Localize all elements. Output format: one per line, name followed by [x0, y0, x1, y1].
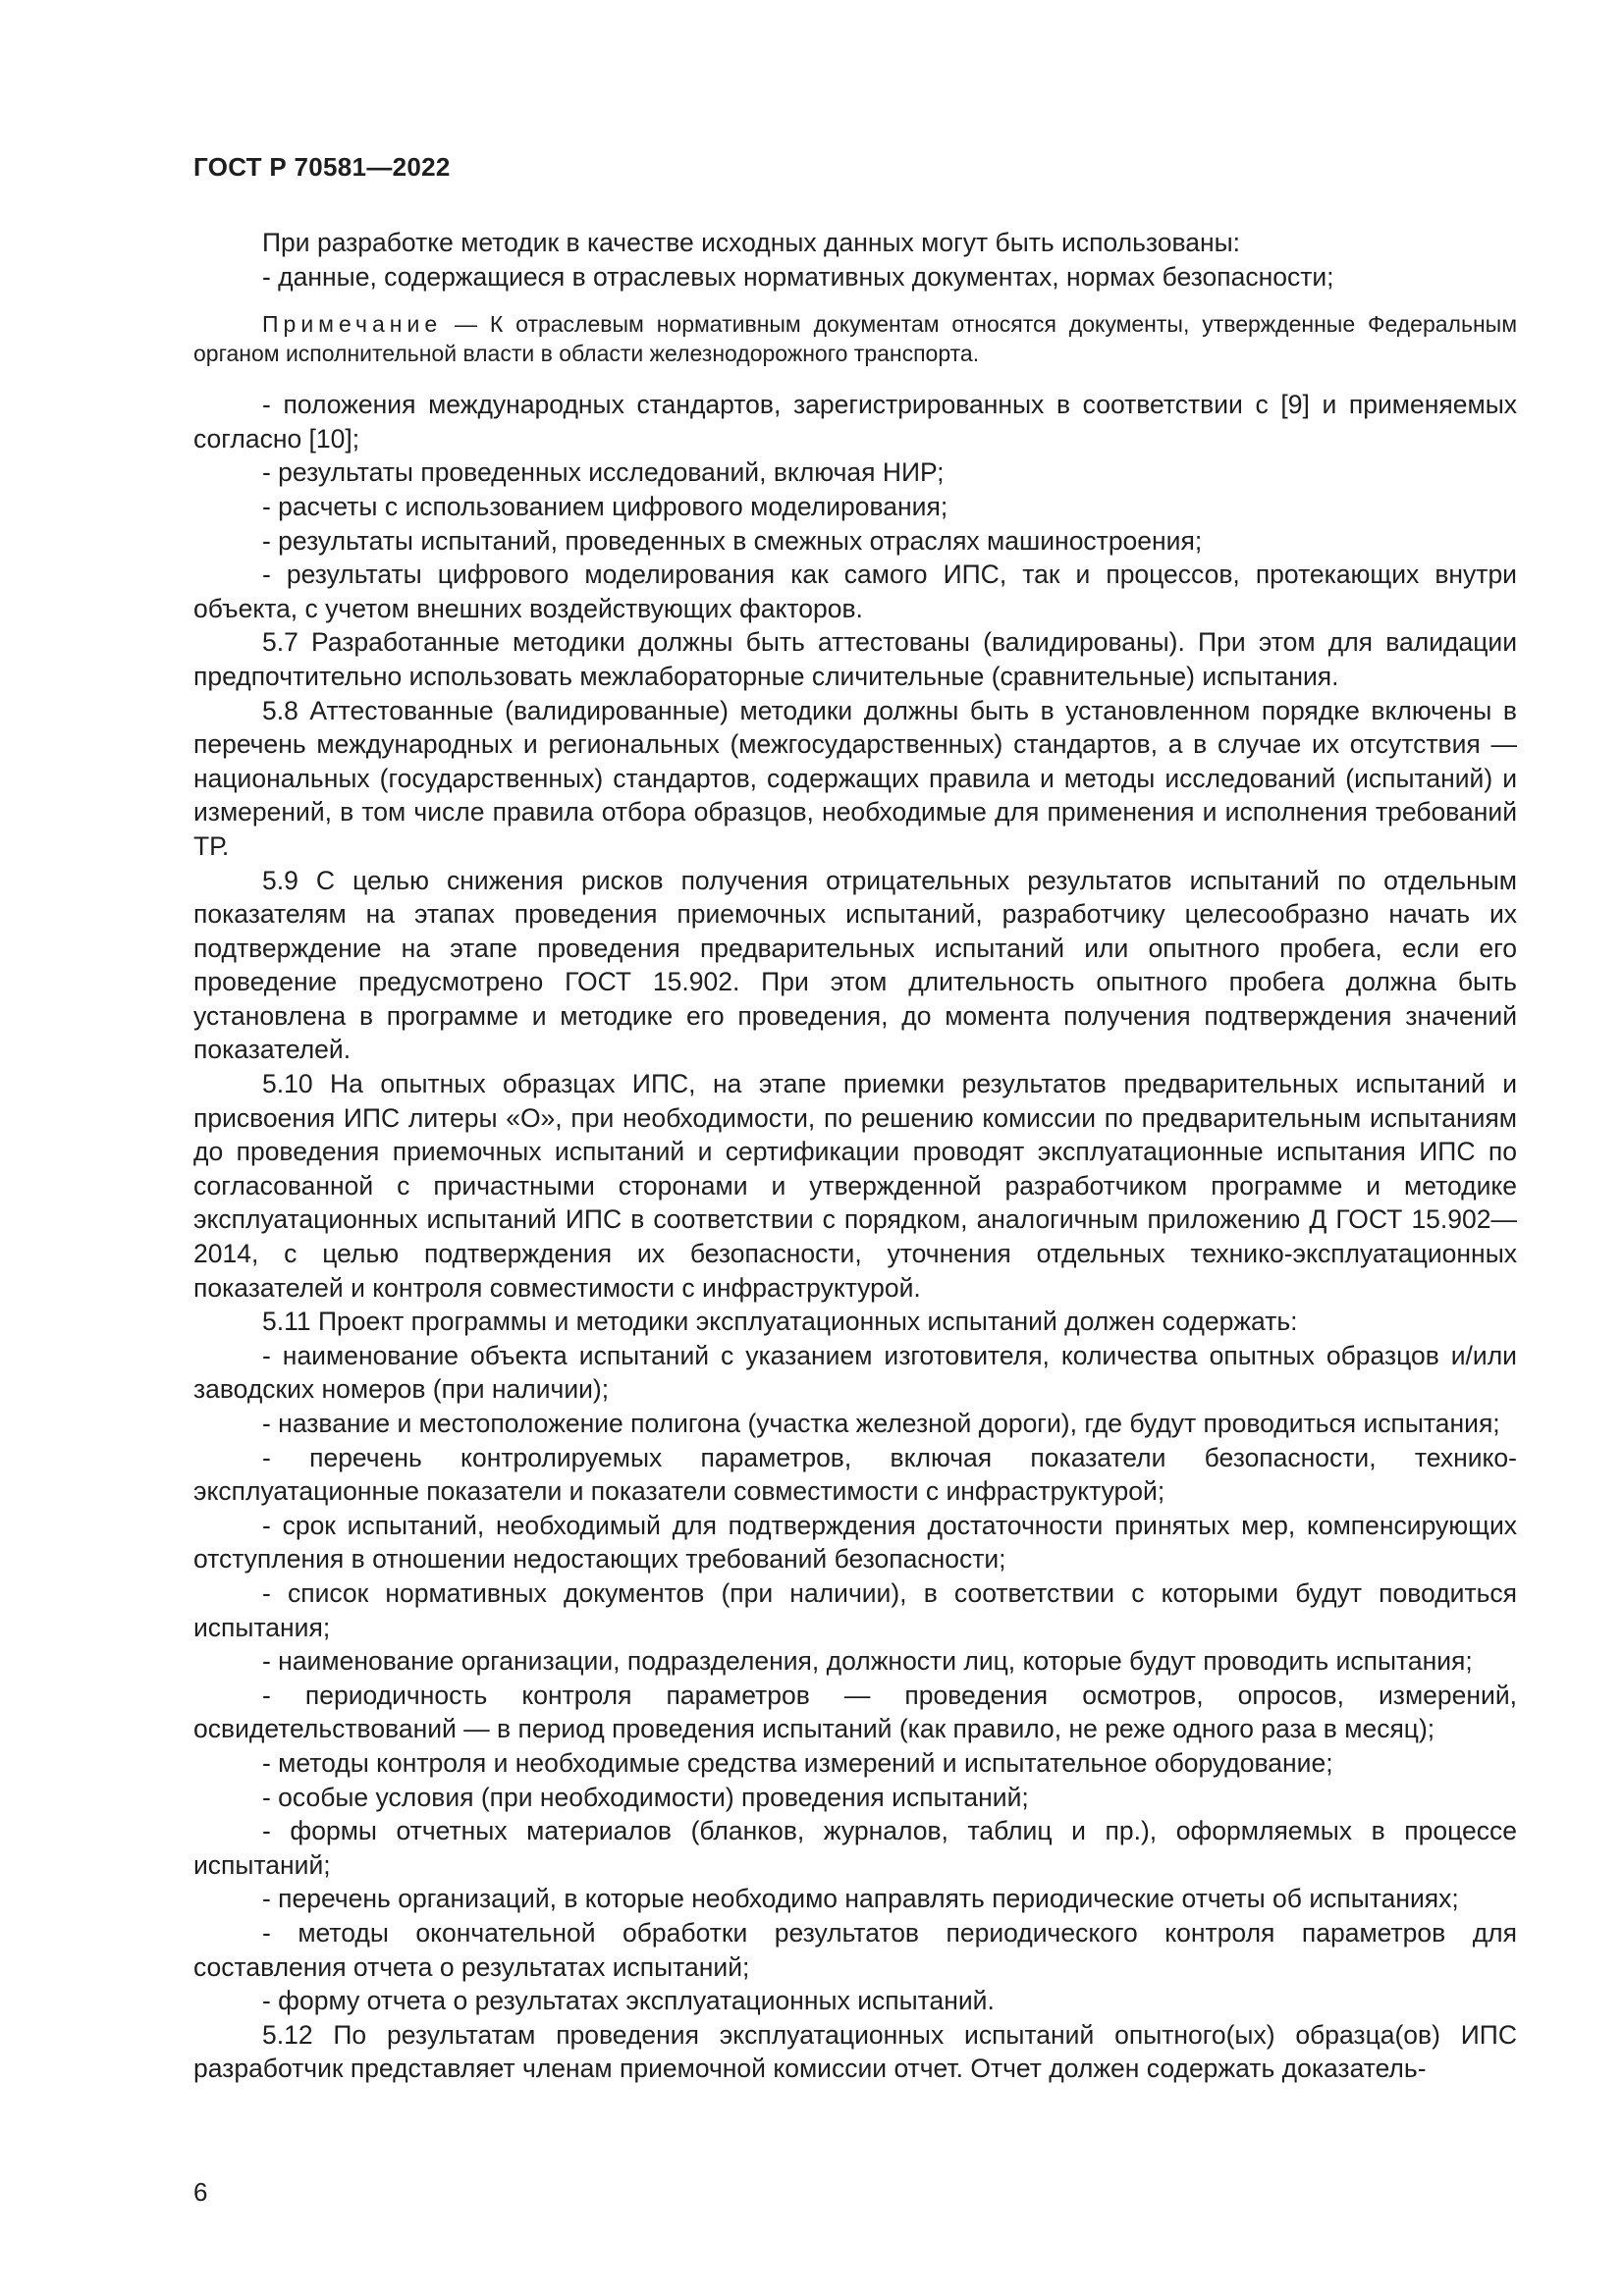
- clause-5-8: 5.8 Аттестованные (валидированные) методики должны быть в установленном порядке включены в перечень международных и региональных (межгосударственных) стандартов, а в случае их отсутствия — национальных (государственных) стандартов, содержащих правила и методы исследований (испытаний) и измерений, в том числе правила отбора образцов, необходимые для применения и исполнения требований ТР.: [193, 695, 1517, 861]
- list-item: - список нормативных документов (при наличии), в соответствии с которыми будут поводиться испытания;: [193, 1577, 1517, 1642]
- list-item: - данные, содержащиеся в отраслевых нормативных документах, нормах безопасности;: [262, 261, 1334, 292]
- list-item: - наименование организации, подразделения, должности лиц, которые будут проводить испытания;: [262, 1646, 1473, 1677]
- list-item: - перечень контролируемых параметров, включая показатели безопасности, технико-эксплуатационные показатели и показатели совместимости с инфраструктурой;: [193, 1442, 1517, 1507]
- list-item: - периодичность контроля параметров — проведения осмотров, опросов, измерений, освидетельствований — в период проведения испытаний (как правило, не реже одного раза в месяц);: [193, 1680, 1517, 1744]
- list-item: - результаты цифрового моделирования как самого ИПС, так и процессов, протекающих внутри объекта, с учетом внешних воздействующих факторов.: [193, 560, 1517, 623]
- clause-5-7: 5.7 Разработанные методики должны быть аттестованы (валидированы). При этом для валидации предпочтительно использовать межлабораторные сличительные (сравнительные) испытания.: [193, 627, 1517, 691]
- note: [193, 309, 1517, 368]
- list-item: - формы отчетных материалов (бланков, журналов, таблиц и пр.), оформляемых в процессе испытаний;: [193, 1816, 1517, 1880]
- list-item: - срок испытаний, необходимый для подтверждения достаточности принятых мер, компенсирующих отступления в отношении недостающих требований безопасности;: [193, 1510, 1517, 1575]
- list-item: - методы окончательной обработки результатов периодического контроля параметров для составления отчета о результатах испытаний;: [193, 1917, 1517, 1982]
- list-item: - перечень организаций, в которые необходимо направлять периодические отчеты об испытаниях;: [262, 1884, 1459, 1914]
- list-item: - положения международных стандартов, зарегистрированных в соответствии с [9] и применяемых согласно [10];: [193, 390, 1517, 454]
- list-item: - результаты проведенных исследований, включая НИР;: [262, 457, 945, 488]
- note-label: Примечание: [262, 311, 443, 338]
- list-item: - методы контроля и необходимые средства измерений и испытательное оборудование;: [262, 1747, 1333, 1778]
- clause-5-11: 5.11 Проект программы и методики эксплуатационных испытаний должен содержать:: [262, 1307, 1298, 1337]
- paragraph: При разработке методик в качестве исходных данных могут быть использованы:: [262, 228, 1241, 257]
- list-item: - расчеты с использованием цифрового моделирования;: [262, 491, 948, 521]
- clause-5-10: 5.10 На опытных образцах ИПС, на этапе приемки результатов предварительных испытаний и присвоения ИПС литеры «О», при необходимости, по решению комиссии по предварительным испытаниям до проведения приемочных испытаний и сертификации проводят эксплуатационные испытания ИПС по согласованной с причастными сторонами и утвержденной разработчиком программе и методике эксплуатационных испытаний ИПС в соответствии с порядком, аналогичным приложению Д ГОСТ 15.902—2014, с целью подтверждения их безопасности, уточнения отдельных технико-эксплуатационных показателей и контроля совместимости с инфраструктурой.: [193, 1069, 1517, 1303]
- clause-5-9: 5.9 С целью снижения рисков получения отрицательных результатов испытаний по отдельным показателям на этапах проведения приемочных испытаний, разработчику целесообразно начать их подтверждение на этапе проведения предварительных испытаний или опытного пробега, если его проведение предусмотрено ГОСТ 15.902. При этом длительность опытного пробега должна быть установлена в программе и методике его проведения, до момента получения подтверждения значений показателей.: [193, 865, 1517, 1065]
- list-item: - форму отчета о результатах эксплуатационных испытаний.: [262, 1986, 995, 2016]
- clause-5-12: 5.12 По результатам проведения эксплуатационных испытаний опытного(ых) образца(ов) ИПС разработчик представляет членам приемочной комиссии отчет. Отчет должен содержать доказатель-: [193, 2019, 1517, 2084]
- document-header: ГОСТ Р 70581—2022: [193, 152, 451, 182]
- list-item: - наименование объекта испытаний с указанием изготовителя, количества опытных образцов и/или заводских номеров (при наличии);: [193, 1340, 1517, 1405]
- list-item: - название и местоположение полигона (участка железной дороги), где будут проводиться испытания;: [262, 1409, 1500, 1438]
- page-number: 6: [193, 2177, 208, 2207]
- list-item: - особые условия (при необходимости) проведения испытаний;: [262, 1782, 1029, 1812]
- list-item: - результаты испытаний, проведенных в смежных отраслях машиностроения;: [262, 525, 1203, 556]
- note-text: — К отраслевым нормативным документам относятся документы, утвержденные Федеральным органом исполнительной власти в области железнодорожного транспорта.: [193, 311, 1517, 367]
- document-body: [193, 226, 1517, 2086]
